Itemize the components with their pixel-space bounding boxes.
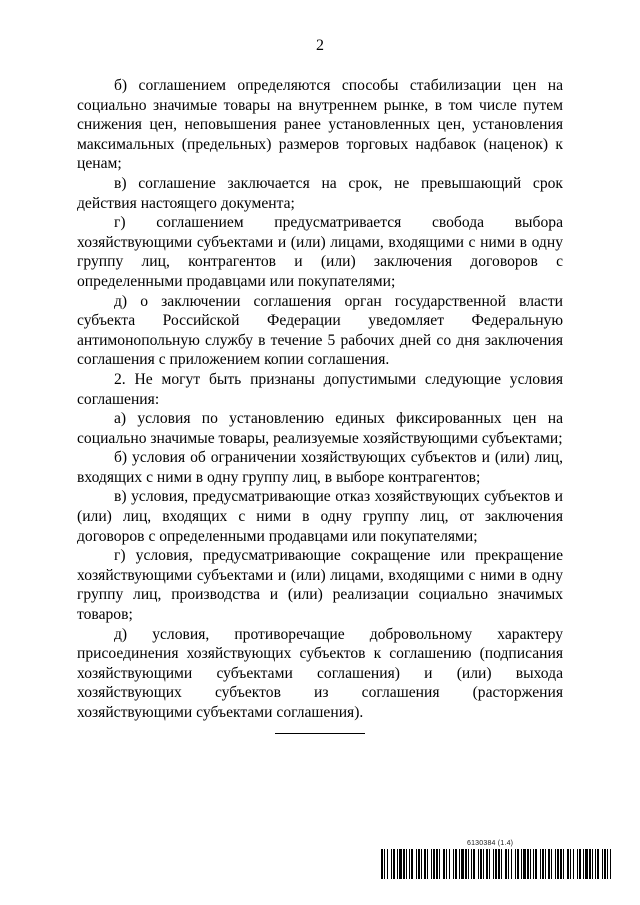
paragraph-2b: б) условия об ограничении хозяйствующих субъектов и (или) лиц, входящих с ними в одну группу лиц, в выборе контрагентов; bbox=[77, 449, 563, 486]
document-code: 6130384 (1.4) bbox=[467, 840, 514, 847]
barcode-icon bbox=[381, 849, 611, 879]
document-body bbox=[77, 76, 563, 723]
paragraph-1d: д) о заключении соглашения орган государственной власти субъекта Российской Федерации уведомляет Федеральную антимонопольную службу в течение 5 рабочих дней со дня заключения соглашения с приложением копии соглашения. bbox=[77, 292, 563, 369]
paragraph-2: 2. Не могут быть признаны допустимыми следующие условия соглашения: bbox=[77, 370, 563, 408]
paragraph-1b: б) соглашением определяются способы стабилизации цен на социально значимые товары на внутреннем рынке, в том числе путем снижения цен, неповышения ранее установленных цен, установления максимальных (предельных) размеров торговых надбавок (наценок) к ценам; bbox=[77, 77, 563, 173]
paragraph-1g: г) соглашением предусматривается свобода выбора хозяйствующими субъектами и (или) лицами, входящими с ними в одну группу лиц, контрагентов и (или) заключения договоров с определенными продавцами или покупателями; bbox=[77, 214, 563, 290]
page-number: 2 bbox=[316, 37, 324, 54]
paragraph-2a: а) условия по установлению единых фиксированных цен на социально значимые товары, реализуемые хозяйствующими субъектами; bbox=[77, 410, 563, 447]
paragraph-1v: в) соглашение заключается на срок, не превышающий срок действия настоящего документа; bbox=[77, 174, 563, 212]
paragraph-2g: г) условия, предусматривающие сокращение или прекращение хозяйствующими субъектами и (или) лицами, входящими с ними в одну группу лиц, производства и (или) реализации социально значимых товаров; bbox=[77, 547, 563, 624]
end-divider-line bbox=[275, 733, 365, 734]
paragraph-2v: в) условия, предусматривающие отказ хозяйствующих субъектов и (или) лиц, входящих с ними в одну группу лиц, от заключения договоров с определенными продавцами или покупателями; bbox=[77, 488, 563, 545]
paragraph-2d: д) условия, противоречащие добровольному характеру присоединения хозяйствующих субъектов к соглашению (подписания хозяйствующими субъектами соглашения) и (или) выхода хозяйствующих субъектов из соглашения (расторжения хозяйствующими субъектами соглашения). bbox=[77, 625, 563, 721]
